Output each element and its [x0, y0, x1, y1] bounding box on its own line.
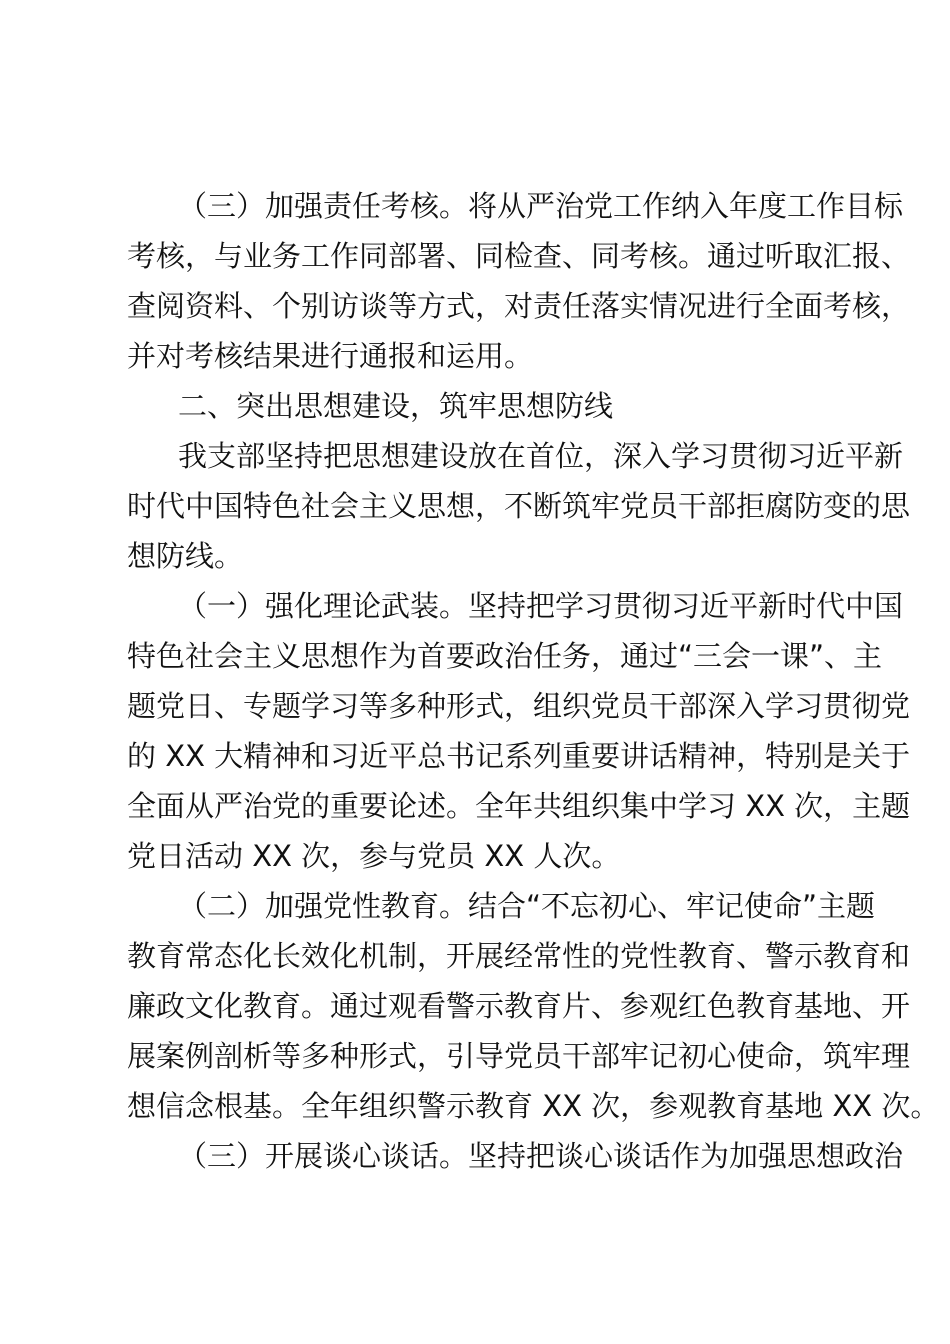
text-line: 想信念根基。全年组织警示教育 XX 次，参观教育基地 XX 次。 — [127, 1089, 940, 1123]
text-line: 的 XX 大精神和习近平总书记系列重要讲话精神，特别是关于 — [127, 739, 911, 773]
text-line: 全面从严治党的重要论述。全年共组织集中学习 XX 次，主题 — [127, 789, 911, 823]
text-line: 想防线。 — [127, 539, 244, 573]
text-line: 特色社会主义思想作为首要政治任务，通过“三会一课”、主 — [127, 639, 883, 673]
text-line: （三）开展谈心谈话。坚持把谈心谈话作为加强思想政治 — [178, 1139, 904, 1173]
text-line: （一）强化理论武装。坚持把学习贯彻习近平新时代中国 — [178, 589, 904, 623]
text-line: 查阅资料、个别访谈等方式，对责任落实情况进行全面考核， — [127, 289, 911, 323]
text-line: 题党日、专题学习等多种形式，组织党员干部深入学习贯彻党 — [127, 689, 911, 723]
text-line: 考核，与业务工作同部署、同检查、同考核。通过听取汇报、 — [127, 239, 911, 273]
text-line: 并对考核结果进行通报和运用。 — [127, 339, 534, 373]
text-line: 党日活动 XX 次，参与党员 XX 人次。 — [127, 839, 621, 873]
text-line: 我支部坚持把思想建设放在首位，深入学习贯彻习近平新 — [178, 439, 904, 473]
section-heading: 二、突出思想建设，筑牢思想防线 — [178, 389, 614, 423]
text-line: （三）加强责任考核。将从严治党工作纳入年度工作目标 — [178, 189, 904, 223]
text-line: 教育常态化长效化机制，开展经常性的党性教育、警示教育和 — [127, 939, 911, 973]
text-line: 展案例剖析等多种形式，引导党员干部牢记初心使命，筑牢理 — [127, 1039, 911, 1073]
text-line: （二）加强党性教育。结合“不忘初心、牢记使命”主题 — [178, 889, 876, 923]
text-line: 时代中国特色社会主义思想，不断筑牢党员干部拒腐防变的思 — [127, 489, 911, 523]
text-line: 廉政文化教育。通过观看警示教育片、参观红色教育基地、开 — [127, 989, 911, 1023]
